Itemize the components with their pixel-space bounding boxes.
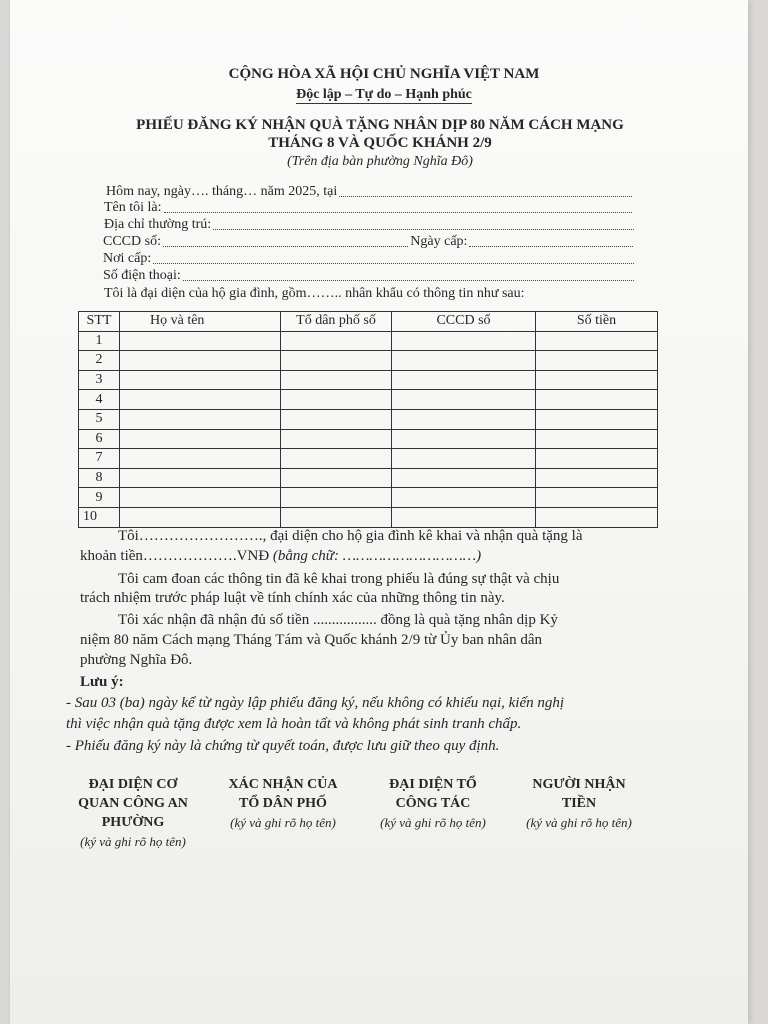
col-name: Họ và tên bbox=[120, 312, 281, 332]
note1-line1: - Sau 03 (ba) ngày kể từ ngày lập phiếu đăng ký, nếu không có khiếu nại, kiến nghị bbox=[66, 695, 565, 711]
col-stt: STT bbox=[79, 312, 120, 332]
name-field: Tên tôi là: bbox=[104, 200, 634, 216]
motto: Độc lập – Tự do – Hạnh phúc bbox=[296, 87, 472, 102]
receipt-line1: Tôi xác nhận đã nhận đủ số tiền ................. đồng là quà tặng nhân dịp Kỷ bbox=[118, 612, 558, 628]
col-amount: Số tiền bbox=[536, 312, 658, 332]
signature-recipient: NGƯỜI NHẬN TIỀN (ký và ghi rõ họ tên) bbox=[526, 777, 632, 830]
signature-residential-group: XÁC NHẬN CỦA TỔ DÂN PHỐ (ký và ghi rõ họ tên) bbox=[228, 777, 338, 830]
issue-place-field: Nơi cấp: bbox=[103, 251, 636, 267]
table-row: 1 bbox=[79, 331, 658, 351]
commitment-line2: trách nhiệm trước pháp luật về tính chính xác của những thông tin này. bbox=[80, 590, 505, 606]
national-title: CỘNG HÒA XÃ HỘI CHỦ NGHĨA VIỆT NAM bbox=[228, 66, 540, 82]
table-row: 3 bbox=[79, 370, 658, 390]
declaration-line1: Tôi……………………., đại diện cho hộ gia đình kê khai và nhận quà tặng là bbox=[118, 528, 583, 544]
address-field: Địa chỉ thường trú: bbox=[104, 217, 636, 233]
declaration-line2: khoản tiền……………….VNĐ (bằng chữ: …………………………) bbox=[80, 548, 482, 564]
col-group: Tổ dân phố số bbox=[281, 312, 392, 332]
signature-police: ĐẠI DIỆN CƠ QUAN CÔNG AN PHƯỜNG (ký và ghi rõ họ tên) bbox=[78, 777, 188, 849]
table-row: 9 bbox=[79, 488, 658, 508]
table-row: 2 bbox=[79, 351, 658, 371]
note-label: Lưu ý: bbox=[80, 674, 124, 690]
commitment-line1: Tôi cam đoan các thông tin đã kê khai trong phiếu là đúng sự thật và chịu bbox=[118, 571, 560, 587]
col-cccd: CCCD số bbox=[392, 312, 536, 332]
form-title-line2: THÁNG 8 VÀ QUỐC KHÁNH 2/9 bbox=[268, 135, 492, 151]
table-row: 10 bbox=[79, 507, 658, 527]
date-field: Hôm nay, ngày…. tháng… năm 2025, tại bbox=[106, 184, 634, 200]
table-header-row bbox=[79, 312, 658, 332]
receipt-line3: phường Nghĩa Đô. bbox=[80, 652, 193, 668]
form-subtitle: (Trên địa bàn phường Nghĩa Đô) bbox=[287, 154, 473, 169]
form-title-line1: PHIẾU ĐĂNG KÝ NHẬN QUÀ TẶNG NHÂN DỊP 80 NĂM CÁCH MẠNG bbox=[136, 117, 624, 133]
cccd-field: CCCD số: Ngày cấp: bbox=[103, 234, 635, 250]
members-table bbox=[78, 311, 658, 528]
note1-line2: thì việc nhận quà tặng được xem là hoàn tất và không phát sinh tranh chấp. bbox=[66, 716, 522, 732]
note2: - Phiếu đăng ký này là chứng từ quyết toán, được lưu giữ theo quy định. bbox=[66, 738, 500, 754]
receipt-line2: niệm 80 năm Cách mạng Tháng Tám và Quốc khánh 2/9 từ Ủy ban nhân dân bbox=[80, 632, 543, 648]
phone-field: Số điện thoại: bbox=[103, 268, 636, 284]
household-line: Tôi là đại diện của hộ gia đình, gồm…….. nhân khẩu có thông tin như sau: bbox=[104, 286, 525, 301]
table-row: 8 bbox=[79, 468, 658, 488]
table-row: 6 bbox=[79, 429, 658, 449]
table-row: 4 bbox=[79, 390, 658, 410]
table-row: 5 bbox=[79, 409, 658, 429]
signature-working-group: ĐẠI DIỆN TỔ CÔNG TÁC (ký và ghi rõ họ tên) bbox=[380, 777, 486, 830]
table-row: 7 bbox=[79, 449, 658, 469]
